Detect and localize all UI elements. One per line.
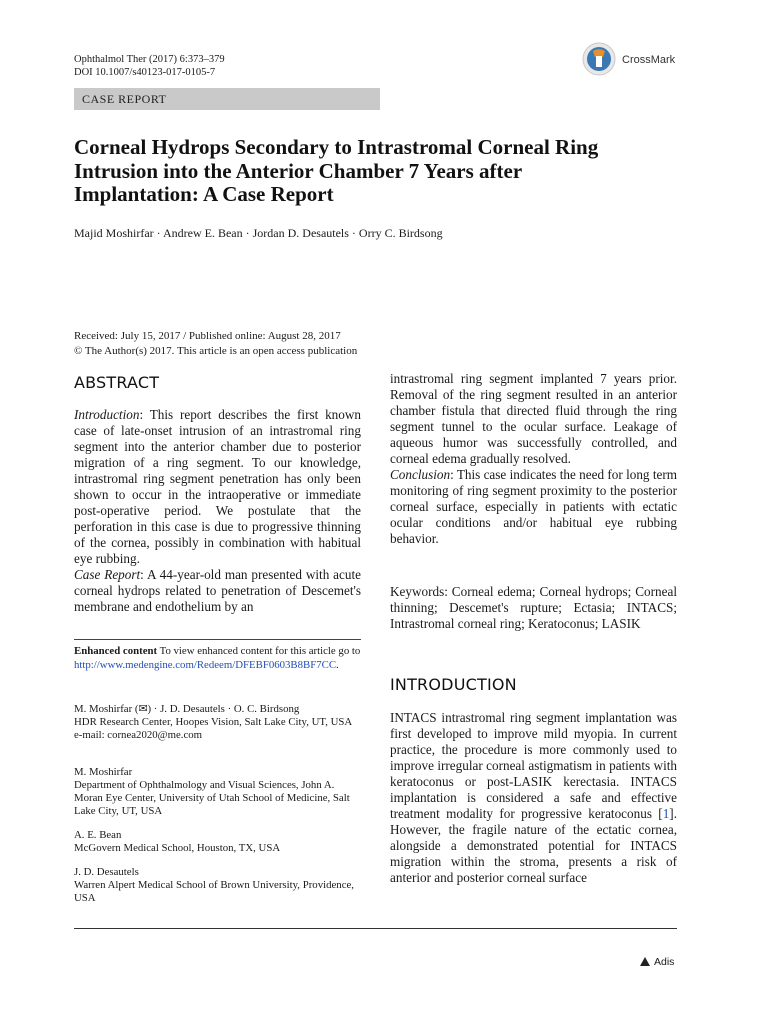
journal-doi: DOI 10.1007/s40123-017-0105-7 bbox=[74, 67, 216, 78]
crossmark-badge[interactable] bbox=[582, 42, 678, 78]
adis-triangle-icon bbox=[640, 957, 650, 966]
journal-citation bbox=[74, 53, 225, 79]
case-report-text: : A 44-year-old man presented with acute corneal hydrops related to penetration of Descemet's membrane and endothelium by an bbox=[74, 567, 361, 614]
affiliation-authors: M. Moshirfar bbox=[74, 766, 133, 778]
crossmark-icon bbox=[582, 42, 616, 76]
abstract-left-column bbox=[74, 407, 361, 615]
affiliation-institution: McGovern Medical School, Houston, TX, USA bbox=[74, 842, 281, 854]
affiliation-institution: Warren Alpert Medical School of Brown University, Providence, USA bbox=[74, 879, 354, 904]
conclusion-text: : This case indicates the need for long term monitoring of ring segment proximity to the posterior corneal surface, especially in patients with ectatic ocular conditions and/or habitual eye rubbing behavior. bbox=[390, 467, 677, 546]
keywords-block bbox=[390, 584, 677, 632]
abstract-right-column bbox=[390, 371, 677, 547]
affiliation-2 bbox=[74, 766, 361, 818]
introduction-paragraph-end: ]. However, the fragile nature of the ectatic cornea, alongside a demonstrated potential for INTACS migration within the stroma, presents a risk of anterior and posterior corneal surface bbox=[390, 806, 677, 885]
enhanced-content-text: To view enhanced content for this article go to bbox=[157, 645, 361, 657]
introduction-text: : This report describes the first known case of late-onset intrusion of an intrastromal ring segment into the anterior chamber due to posterior migration of a ring segment. To our knowledge, intrastromal ring segment penetration has only been shown to occur in the intraoperative or immediate post-operative period. We postulate that the perforation in this case is due to progressive thinning of the cornea, possibly in combination with habitual eye rubbing. bbox=[74, 407, 361, 566]
footer-divider bbox=[74, 928, 677, 929]
divider bbox=[74, 639, 361, 640]
enhanced-content-link[interactable]: http://www.medengine.com/Redeem/DFEBF0603B8BF7CC bbox=[74, 658, 337, 671]
conclusion-label: Conclusion bbox=[390, 467, 451, 482]
publication-dates bbox=[74, 329, 357, 358]
journal-volume: Ophthalmol Ther (2017) 6:373–379 bbox=[74, 54, 225, 65]
affiliation-authors: A. E. Bean bbox=[74, 829, 122, 841]
enhanced-content-note bbox=[74, 645, 361, 672]
citation-link[interactable]: 1 bbox=[662, 806, 670, 821]
affiliation-authors: M. Moshirfar (✉) · J. D. Desautels · O. C. Birdsong bbox=[74, 703, 300, 715]
introduction-label: Introduction bbox=[74, 407, 140, 422]
introduction-body bbox=[390, 710, 677, 886]
article-title: Corneal Hydrops Secondary to Intrastromal Corneal Ring Intrusion into the Anterior Chamber 7 Years after Implantation: A Case Report bbox=[74, 135, 599, 206]
publisher-logo bbox=[640, 956, 674, 968]
copyright-notice: © The Author(s) 2017. This article is an open access publication bbox=[74, 344, 358, 357]
article-type-label: CASE REPORT bbox=[82, 92, 167, 106]
affiliation-authors: J. D. Desautels bbox=[74, 866, 139, 878]
case-report-continued: intrastromal ring segment implanted 7 years prior. Removal of the ring segment resulted in an anterior chamber fistula that directed fluid through the ring segment tunnel to the ocular surface. Leakage of aqueous humor was successfully controlled, and corneal edema gradually resolved. bbox=[390, 371, 677, 466]
introduction-heading: INTRODUCTION bbox=[390, 675, 517, 694]
enhanced-content-label: Enhanced content bbox=[74, 645, 158, 657]
enhanced-content-end: . bbox=[336, 658, 339, 671]
affiliation-email[interactable]: e-mail: cornea2020@me.com bbox=[74, 729, 203, 741]
received-date: Received: July 15, 2017 / Published online: August 28, 2017 bbox=[74, 330, 341, 342]
introduction-paragraph-start: INTACS intrastromal ring segment implantation was first developed to improve mild myopia. In current practice, the procedure is more commonly used to improve irregular corneal astigmatism in patients with keratoconus or post-LASIK kerectasia. INTACS implantation is considered a safe and effective treatment modality for progressive keratoconus [ bbox=[390, 710, 677, 821]
affiliation-3 bbox=[74, 829, 361, 855]
crossmark-label: CrossMark bbox=[622, 54, 676, 66]
abstract-heading: ABSTRACT bbox=[74, 373, 160, 392]
publisher-name: Adis bbox=[654, 956, 675, 968]
keywords-label: Keywords: bbox=[390, 584, 448, 599]
keywords-text: Corneal edema; Corneal hydrops; Corneal thinning; Descemet's rupture; Ectasia; INTACS; Intrastromal corneal ring; Keratoconus; LASIK bbox=[390, 584, 677, 631]
affiliation-4 bbox=[74, 866, 361, 905]
article-type-banner bbox=[74, 88, 380, 110]
author-list: Majid Moshirfar · Andrew E. Bean · Jordan D. Desautels · Orry C. Birdsong bbox=[74, 226, 443, 240]
affiliation-institution: HDR Research Center, Hoopes Vision, Salt Lake City, UT, USA bbox=[74, 716, 353, 728]
case-report-label: Case Report bbox=[74, 567, 141, 582]
affiliation-institution: Department of Ophthalmology and Visual Sciences, John A. Moran Eye Center, University of Utah School of Medicine, Salt Lake City, UT, USA bbox=[74, 779, 350, 817]
affiliation-1 bbox=[74, 703, 361, 742]
